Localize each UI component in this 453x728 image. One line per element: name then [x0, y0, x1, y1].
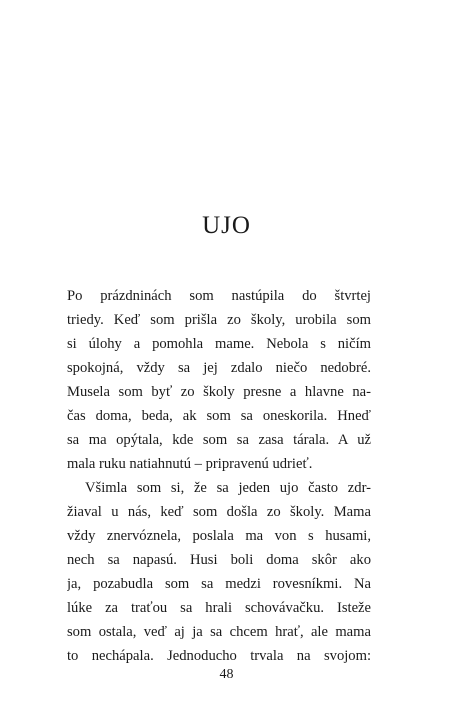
chapter-title: UJO — [202, 212, 251, 239]
text-line: triedy. Keď som prišla zo školy, urobila som — [67, 312, 371, 328]
text-line: mala ruku natiahnutú – pripravenú udrieť. — [67, 456, 313, 472]
text-line: ja, pozabudla som sa medzi rovesníkmi. Na — [67, 576, 371, 592]
text-line: lúke za traťou sa hrali schovávačku. Isteže — [67, 600, 371, 616]
page-number: 48 — [219, 667, 234, 682]
text-line: Po prázdninách som nastúpila do štvrtej — [67, 288, 371, 304]
body-text — [67, 284, 371, 668]
text-line: som ostala, veď aj ja sa chcem hrať, ale mama — [67, 624, 371, 640]
text-line: Musela som byť zo školy presne a hlavne na- — [67, 384, 371, 400]
text-line: sa ma opýtala, kde som sa zasa tárala. A už — [67, 432, 371, 448]
text-line: čas doma, beda, ak som sa oneskorila. Hneď — [67, 408, 371, 424]
text-line: žiaval u nás, keď som došla zo školy. Mama — [67, 504, 371, 520]
text-line: nech sa napasú. Husi boli doma skôr ako — [67, 552, 371, 568]
text-line: vždy znervóznela, poslala ma von s husami, — [67, 528, 371, 544]
text-line: Všimla som si, že sa jeden ujo často zdr- — [85, 480, 371, 496]
text-line: to nechápala. Jednoducho trvala na svojom: — [67, 648, 371, 664]
text-line: spokojná, vždy sa jej zdalo niečo nedobré. — [67, 360, 371, 376]
text-line: si úlohy a pomohla mame. Nebola s ničím — [67, 336, 371, 352]
